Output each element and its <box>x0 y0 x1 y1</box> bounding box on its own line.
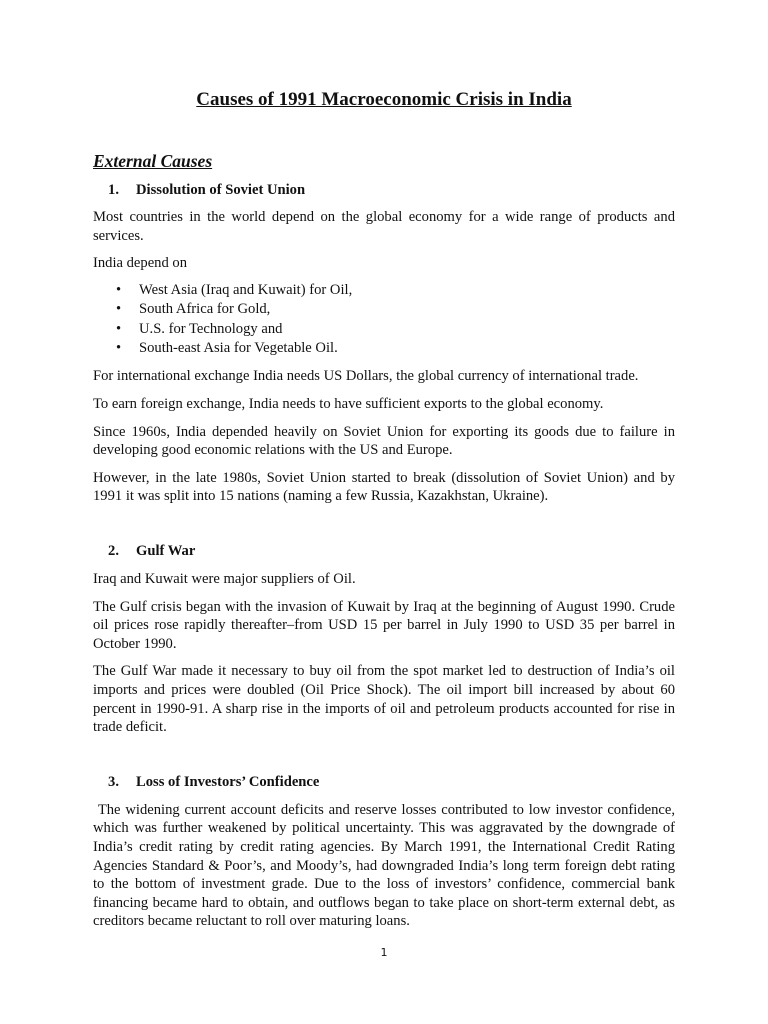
bullet-icon: • <box>116 340 122 356</box>
paragraph: For international exchange India needs US Dollars, the global currency of international trade. <box>93 368 639 385</box>
paragraph: The Gulf crisis began with the invasion of Kuwait by Iraq at the beginning of August 1990. Crude oil prices rose rapidly thereafter–from USD 15 per barrel in July 1990 to USD 35 per barrel in October 1990. <box>93 598 675 652</box>
page-title: Causes of 1991 Macroeconomic Crisis in India <box>196 89 572 110</box>
list-item: • South-east Asia for Vegetable Oil. <box>93 339 675 358</box>
heading-text: Gulf War <box>136 542 196 559</box>
paragraph: Since 1960s, India depended heavily on Soviet Union for exporting its goods due to failure in developing good economic relations with the US and Europe. <box>93 423 675 459</box>
list-item: • South Africa for Gold, <box>93 300 675 319</box>
list-item: • U.S. for Technology and <box>93 320 675 339</box>
bullet-list <box>93 281 675 359</box>
paragraph: India depend on <box>93 255 188 272</box>
document-body <box>93 150 679 931</box>
bullet-icon: • <box>116 281 122 298</box>
paragraph: The widening current account deficits and reserve losses contributed to low investor confidence, which was further weakened by political uncertainty. This was aggravated by the downgrade of India’s credit rating by credit rating agencies. By March 1991, the International Credit Rating Agencies Standard & Poor’s, and Moody’s, had downgraded India’s long term foreign debt rating to the bottom of investment grade. Due to the loss of investors’ confidence, commercial bank financing became hard to obtain, and outflows began to take place on short-term external debt, as creditors became reluctant to roll over maturing loans. <box>93 801 679 930</box>
heading-number: 2. <box>108 542 119 559</box>
paragraph: Iraq and Kuwait were major suppliers of Oil. <box>93 570 356 587</box>
heading-text: Dissolution of Soviet Union <box>136 182 306 198</box>
bullet-icon: • <box>116 320 122 337</box>
heading-dissolution <box>93 181 675 199</box>
bullet-icon: • <box>116 301 122 318</box>
heading-text: Loss of Investors’ Confidence <box>136 773 320 790</box>
list-item: • West Asia (Iraq and Kuwait) for Oil, <box>93 281 675 300</box>
heading-number: 3. <box>108 773 119 790</box>
page-number: 1 <box>380 946 388 959</box>
paragraph: Most countries in the world depend on the global economy for a wide range of products and services. <box>93 209 675 244</box>
paragraph: The Gulf War made it necessary to buy oil from the spot market led to destruction of India’s oil imports and prices were doubled (Oil Price Shock). The oil import bill increased by about 60 percent in 1990-91. A sharp rise in the imports of oil and petroleum products accounted for rise in trade deficit. <box>93 663 675 736</box>
heading-gulf-war <box>93 542 675 560</box>
heading-number: 1. <box>108 182 119 198</box>
paragraph: To earn foreign exchange, India needs to have sufficient exports to the global economy. <box>93 396 604 412</box>
paragraph: However, in the late 1980s, Soviet Union started to break (dissolution of Soviet Union) and by 1991 it was split into 15 nations (naming a few Russia, Kazakhstan, Ukraine). <box>93 469 675 505</box>
heading-investor-confidence <box>93 773 675 791</box>
section-title: External Causes <box>93 151 213 171</box>
